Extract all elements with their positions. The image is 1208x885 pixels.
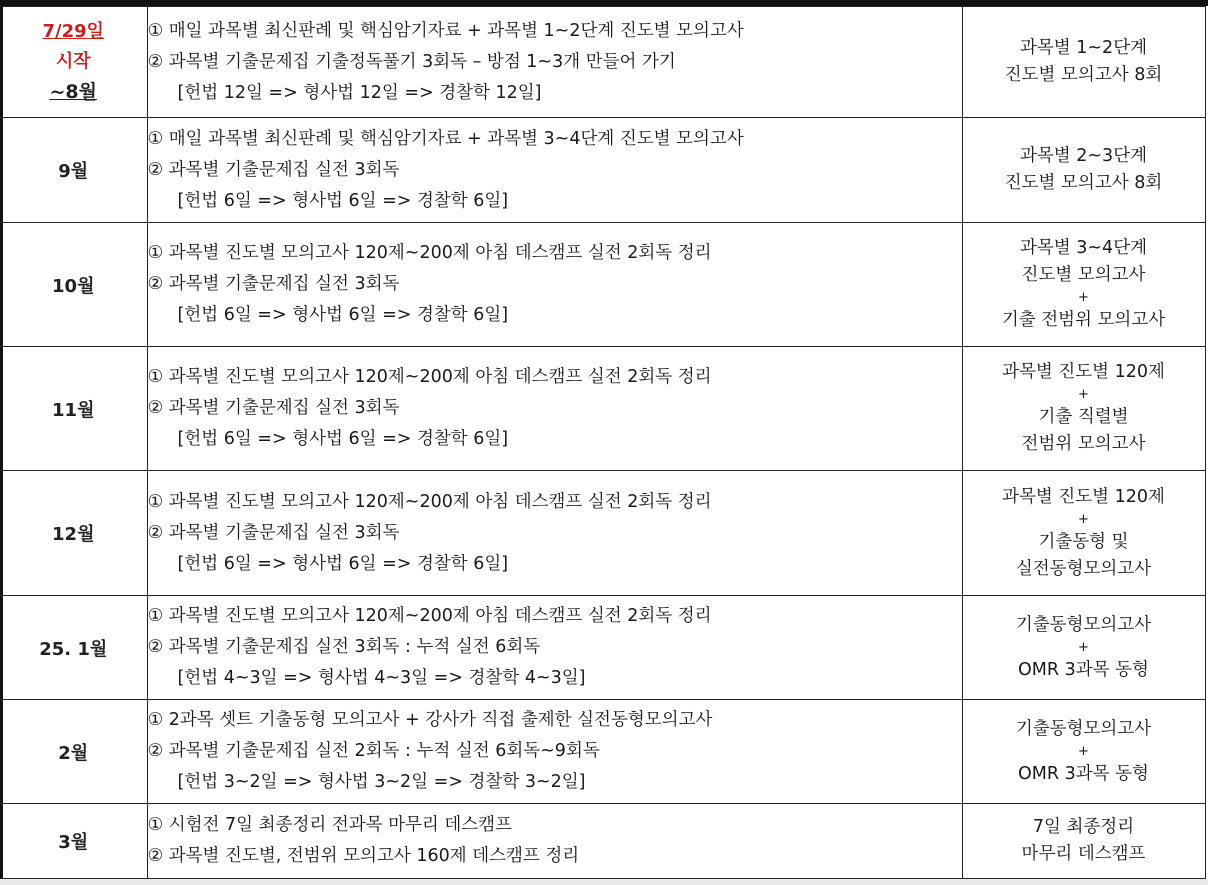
task-cell <box>147 347 962 471</box>
goal-line: 기출 전범위 모의고사 <box>1001 310 1166 330</box>
task-schedule: [헌법 6일 => 형사법 6일 => 경찰학 6일] <box>177 553 509 574</box>
task-schedule: [헌법 4~3일 => 형사법 4~3일 => 경찰학 4~3일] <box>177 668 586 688</box>
task-line: ① 2과목 셋트 기출동형 모의고사 + 강사가 직접 출제한 실전동형모의고사 <box>147 710 713 730</box>
goal-cell <box>962 223 1205 347</box>
task-schedule: [헌법 6일 => 형사법 6일 => 경찰학 6일] <box>177 429 509 449</box>
task-line: ② 과목별 기출문제집 기출정독풀기 3회독 – 방점 1~3개 만들어 가기 <box>147 51 676 72</box>
table-row <box>0 347 1205 471</box>
goal-cell <box>962 700 1205 804</box>
month-cell: 12월 <box>0 471 147 596</box>
table-row <box>0 471 1205 596</box>
table-row <box>0 804 1205 879</box>
task-cell <box>147 118 962 223</box>
month-start-date: 7/29일 <box>42 21 105 42</box>
plus-sign: + <box>1078 511 1089 527</box>
goal-line: 과목별 3~4단계 <box>1019 238 1148 258</box>
task-line: ② 과목별 기출문제집 실전 3회독 <box>147 159 400 180</box>
task-line: ① 매일 과목별 최신판례 및 핵심암기자료 + 과목별 3~4단계 진도별 모의고사 <box>147 128 744 149</box>
table-row <box>0 223 1205 347</box>
goal-cell <box>962 471 1205 596</box>
table-row <box>0 596 1205 700</box>
goal-line: 7일 최종정리 <box>1032 817 1135 837</box>
task-line: ② 과목별 기출문제집 실전 3회독 <box>147 522 400 543</box>
task-line: ① 과목별 진도별 모의고사 120제~200제 아침 데스캠프 실전 2회독 정리 <box>147 606 712 626</box>
plus-sign: + <box>1078 290 1089 305</box>
task-line: ① 과목별 진도별 모의고사 120제~200제 아침 데스캠프 실전 2회독 정리 <box>147 367 712 387</box>
task-cell <box>147 7 962 118</box>
task-line: ① 과목별 진도별 모의고사 120제~200제 아침 데스캠프 실전 2회독 정리 <box>147 491 712 512</box>
task-cell <box>147 700 962 804</box>
task-schedule: [헌법 3~2일 => 형사법 3~2일 => 경찰학 3~2일] <box>177 772 586 792</box>
goal-line: 과목별 진도별 120제 <box>1002 362 1165 382</box>
task-line: ① 과목별 진도별 모의고사 120제~200제 아침 데스캠프 실전 2회독 정리 <box>147 243 712 263</box>
task-line: ① 매일 과목별 최신판례 및 핵심암기자료 + 과목별 1~2단계 진도별 모의고사 <box>147 20 744 41</box>
goal-line: OMR 3과목 동형 <box>1018 763 1149 784</box>
task-cell <box>147 596 962 700</box>
task-schedule: [헌법 12일 => 형사법 12일 => 경찰학 12일] <box>177 82 542 103</box>
task-schedule: [헌법 6일 => 형사법 6일 => 경찰학 6일] <box>177 190 509 211</box>
table-row <box>0 7 1205 118</box>
month-cell: 10월 <box>0 223 147 347</box>
goal-line: 전범위 모의고사 <box>1021 434 1146 454</box>
month-cell: 25. 1월 <box>0 596 147 700</box>
month-cell: 2월 <box>0 700 147 804</box>
table-row <box>0 700 1205 804</box>
goal-cell <box>962 596 1205 700</box>
task-cell <box>147 471 962 596</box>
plus-sign: + <box>1078 387 1089 402</box>
goal-line: 과목별 1~2단계 <box>1019 38 1148 58</box>
plus-sign: + <box>1078 743 1089 759</box>
task-line: ② 과목별 기출문제집 실전 3회독 <box>147 398 400 418</box>
goal-line: 기출동형모의고사 <box>1015 614 1152 635</box>
task-line: ② 과목별 기출문제집 실전 3회독 : 누적 실전 6회독 <box>147 637 541 657</box>
bottom-strip <box>0 879 1208 885</box>
goal-cell <box>962 804 1205 879</box>
task-line: ② 과목별 기출문제집 실전 2회독 : 누적 실전 6회독~9회독 <box>147 741 600 761</box>
goal-line: 마무리 데스캠프 <box>1021 844 1146 864</box>
table-row <box>0 118 1205 223</box>
goal-line: OMR 3과목 동형 <box>1018 659 1149 680</box>
month-cell: 3월 <box>0 804 147 879</box>
goal-line: 실전동형모의고사 <box>1015 558 1152 579</box>
plus-sign: + <box>1078 639 1089 655</box>
goal-cell <box>962 347 1205 471</box>
month-end-label: ~8월 <box>49 81 97 103</box>
task-line: ② 과목별 기출문제집 실전 3회독 <box>147 274 400 294</box>
goal-cell <box>962 118 1205 223</box>
study-schedule-table <box>0 6 1206 879</box>
goal-line: 진도별 모의고사 8회 <box>1004 173 1163 193</box>
task-cell <box>147 223 962 347</box>
goal-line: 진도별 모의고사 <box>1021 265 1146 285</box>
month-cell: 9월 <box>0 118 147 223</box>
goal-cell <box>962 7 1205 118</box>
month-start-label: 시작 <box>55 51 91 72</box>
goal-line: 기출동형모의고사 <box>1015 718 1152 739</box>
task-line: ② 과목별 진도별, 전범위 모의고사 160제 데스캠프 정리 <box>147 846 580 866</box>
task-line: ① 시험전 7일 최종정리 전과목 마무리 데스캠프 <box>147 815 512 835</box>
goal-line: 진도별 모의고사 8회 <box>1004 65 1163 85</box>
month-cell: 11월 <box>0 347 147 471</box>
month-cell <box>0 7 147 118</box>
task-cell <box>147 804 962 879</box>
goal-line: 과목별 진도별 120제 <box>1002 486 1165 507</box>
goal-line: 기출동형 및 <box>1038 531 1129 552</box>
goal-line: 과목별 2~3단계 <box>1019 146 1148 166</box>
task-schedule: [헌법 6일 => 형사법 6일 => 경찰학 6일] <box>177 305 509 325</box>
goal-line: 기출 직렬별 <box>1038 407 1129 427</box>
